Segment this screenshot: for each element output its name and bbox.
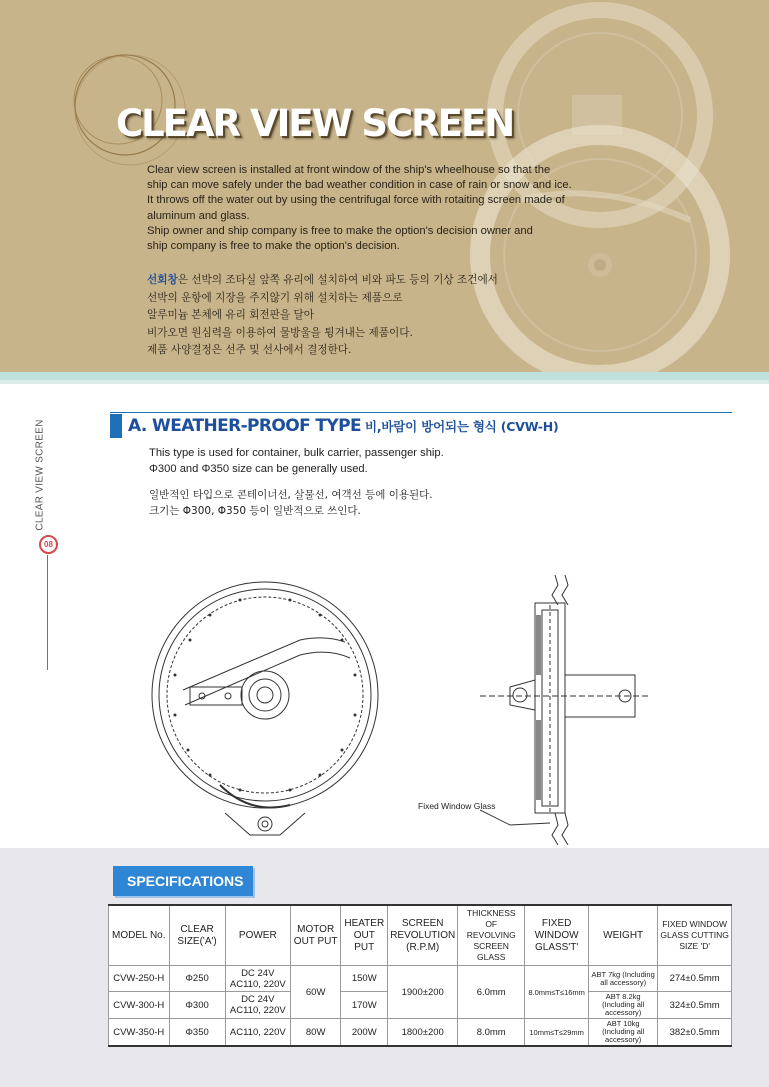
- cell-size: Φ250: [169, 966, 225, 992]
- cell-heater: 200W: [341, 1019, 388, 1047]
- hero-en-line: It throws off the water out by using the centrifugal force with rotaiting screen made of: [147, 194, 565, 207]
- section-en-line: This type is used for container, bulk carrier, passenger ship.: [149, 447, 444, 459]
- section-korean-text: [149, 487, 433, 519]
- hero-en-line: ship company is free to make the option's decision.: [147, 240, 400, 253]
- cell-revolution: 1800±200: [388, 1019, 458, 1047]
- side-divider-line: [47, 555, 48, 670]
- col-size: CLEAR SIZE('A'): [169, 905, 225, 966]
- cell-revolution-merged: 1900±200: [388, 966, 458, 1019]
- cell-cutting: 324±0.5mm: [658, 992, 732, 1019]
- front-view-drawing: [150, 580, 390, 850]
- hero-en-line: aluminum and glass.: [147, 209, 250, 222]
- cell-power: AC110, 220V: [225, 1019, 290, 1047]
- col-thickness: THICKNESS OF REVOLVING SCREEN GLASS: [458, 905, 525, 966]
- cell-heater: 170W: [341, 992, 388, 1019]
- cell-power: DC 24V AC110, 220V: [225, 966, 290, 992]
- cell-model: CVW-250-H: [109, 966, 170, 992]
- cell-weight: ABT 7kg (Including all accessory): [589, 966, 658, 992]
- hero-ko-first-rest: 은 선박의 조타실 앞쪽 유리에 설치하여 비와 파도 등의 기상 조건에서: [177, 274, 498, 286]
- cell-model: CVW-300-H: [109, 992, 170, 1019]
- col-model: MODEL No.: [109, 905, 170, 966]
- cell-weight: ABT 8.2kg (Including all accessory): [589, 992, 658, 1019]
- highlight-term: 선회창: [147, 274, 178, 286]
- cell-motor-merged: 60W: [290, 966, 340, 1019]
- hero-ko-line: 선박의 운항에 지장을 주지않기 위해 설치하는 제품으로: [147, 291, 403, 304]
- col-heater: HEATER OUT PUT: [341, 905, 388, 966]
- specifications-table: [108, 904, 732, 1047]
- cell-cutting: 274±0.5mm: [658, 966, 732, 992]
- page-title: CLEAR VIEW SCREEN: [116, 102, 514, 145]
- section-marker: [110, 414, 122, 438]
- col-weight: WEIGHT: [589, 905, 658, 966]
- specifications-tab: SPECIFICATIONS: [113, 866, 253, 896]
- hero-ko-line: 제품 사양결정은 선주 및 선사에서 결정한다.: [147, 344, 352, 357]
- hero-banner: [0, 0, 769, 372]
- section-en-line: Φ300 and Φ350 size can be generally used.: [149, 463, 368, 475]
- cell-cutting: 382±0.5mm: [658, 1019, 732, 1047]
- cell-heater: 150W: [341, 966, 388, 992]
- cell-thickness: 8.0mm: [458, 1019, 525, 1047]
- hero-divider-light: [0, 380, 769, 384]
- table-header-row: [109, 905, 732, 966]
- section-ko-line: 크기는 Φ300, Φ350 등이 일반적으로 쓰인다.: [149, 505, 361, 517]
- section-rule: [110, 412, 732, 413]
- hero-en-line: Ship owner and ship company is free to make the option's decision owner and: [147, 224, 533, 237]
- col-revolution: SCREEN REVOLUTION (R.P.M): [388, 905, 458, 966]
- side-label: [28, 420, 52, 530]
- hero-ko-line: 비가오면 원심력을 이용하여 물방울을 튕겨내는 제품이다.: [147, 326, 413, 339]
- page-number-badge: 08: [39, 535, 58, 554]
- hero-divider: [0, 372, 769, 380]
- cell-size: Φ350: [169, 1019, 225, 1047]
- hero-ko-line: [147, 272, 617, 290]
- section-subtitle: 비,바람이 방어되는 형식 (CVW-H): [365, 419, 559, 434]
- cell-model: CVW-350-H: [109, 1019, 170, 1047]
- hero-en-line: Clear view screen is installed at front window of the ship's wheelhouse so that the: [147, 164, 551, 176]
- col-fixed: FIXED WINDOW GLASS'T': [525, 905, 589, 966]
- hero-english-text: [147, 163, 617, 254]
- cell-power: DC 24V AC110, 220V: [225, 992, 290, 1019]
- cell-fixed-merged: 8.0mm≤T≤16mm: [525, 966, 589, 1019]
- cell-fixed: 10mm≤T≤29mm: [525, 1019, 589, 1047]
- hero-en-line: ship can move safely under the bad weather condition in case of rain or snow and ice.: [147, 179, 572, 192]
- section-english-text: [149, 445, 444, 477]
- section-ko-line: 일반적인 타입으로 콘테이너선, 살물선, 여객선 등에 이용된다.: [149, 489, 433, 501]
- side-label-text: CLEAR VIEW SCREEN: [34, 419, 46, 531]
- col-motor: MOTOR OUT PUT: [290, 905, 340, 966]
- cell-size: Φ300: [169, 992, 225, 1019]
- table-row: [109, 966, 732, 992]
- hero-korean-text: [147, 272, 617, 360]
- side-view-drawing: [480, 575, 650, 845]
- col-power: POWER: [225, 905, 290, 966]
- cell-weight: ABT 10kg (Including all accessory): [589, 1019, 658, 1047]
- cell-motor: 80W: [290, 1019, 340, 1047]
- fixed-window-glass-label: Fixed Window Glass: [418, 801, 496, 811]
- cell-thickness-merged: 6.0mm: [458, 966, 525, 1019]
- hero-ko-line: 알루미늄 본체에 유리 회전판을 달아: [147, 309, 314, 322]
- section-title-en: A. WEATHER-PROOF TYPE: [128, 416, 361, 436]
- table-row: [109, 1019, 732, 1047]
- col-cutting: FIXED WINDOW GLASS CUTTING SIZE 'D': [658, 905, 732, 966]
- section-title: [128, 416, 559, 436]
